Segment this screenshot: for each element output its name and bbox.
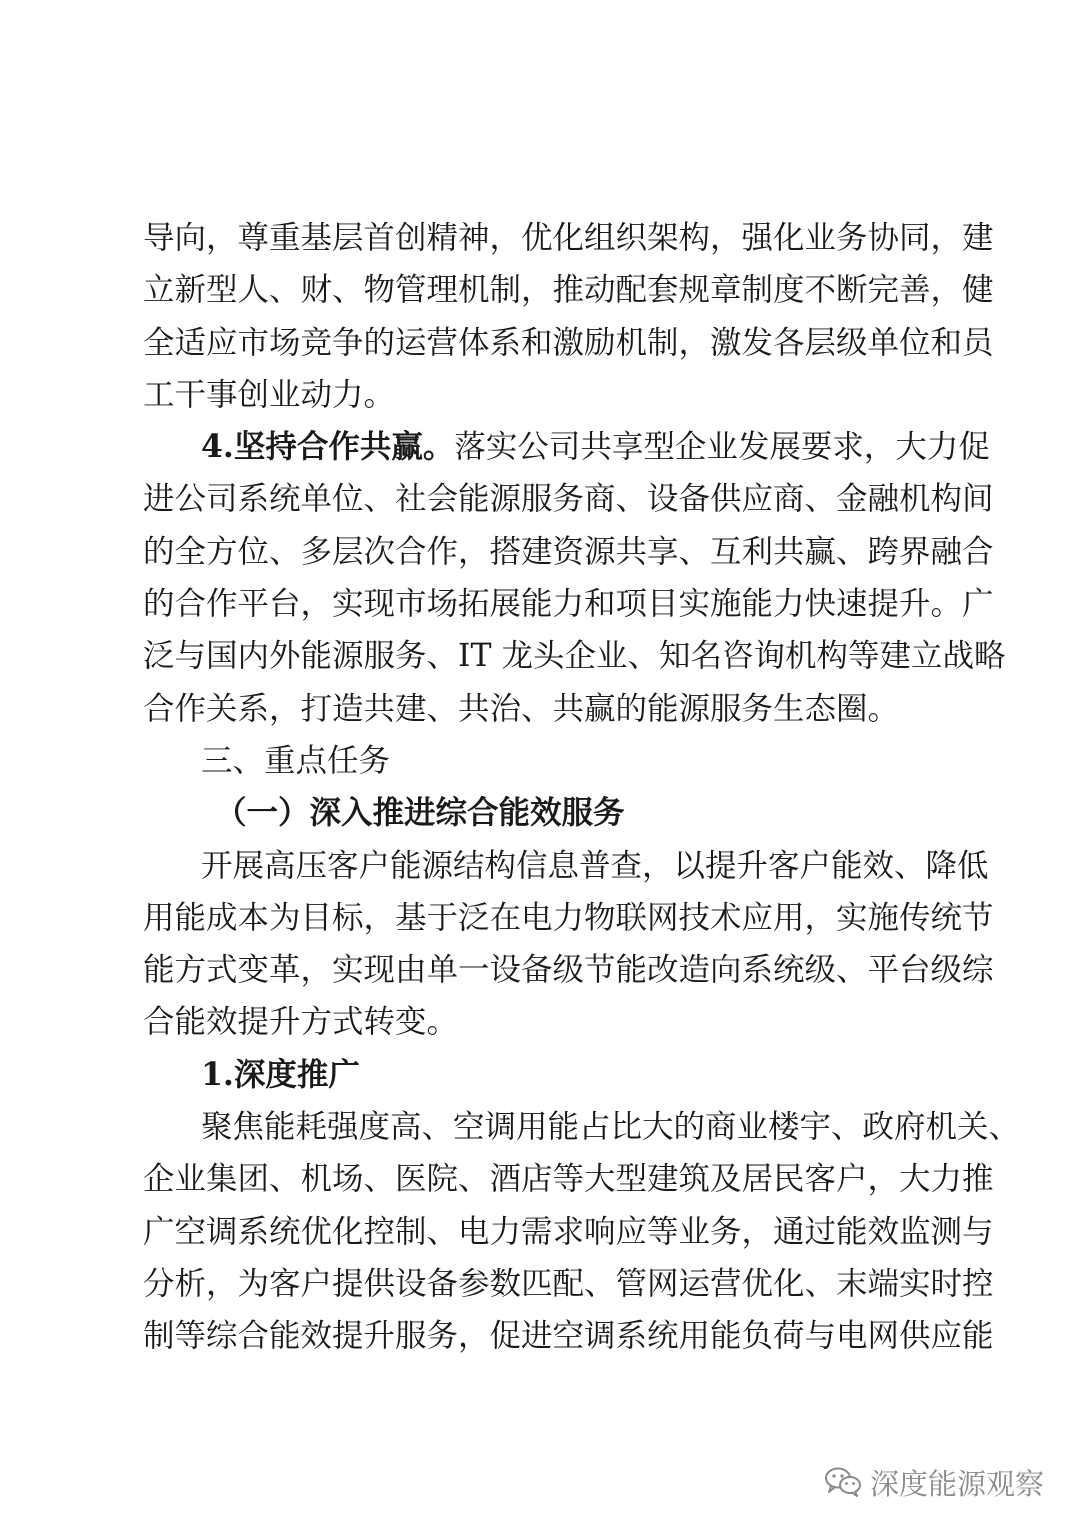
text-line: 进公司系统单位、社会能源服务商、设备供应商、金融机构间 (143, 481, 994, 518)
text-line: 导向，尊重基层首创精神，优化组织架构，强化业务协同，建 (143, 220, 994, 256)
watermark (824, 1462, 1044, 1502)
text-line: 泛与国内外能源服务、IT 龙头企业、知名咨询机构等建立战略 (143, 638, 1006, 675)
text-line: 合作关系，打造共建、共治、共赢的能源服务生态圈。 (143, 690, 900, 727)
cooperation-first-line: 落实公司共享型企业发展要求，大力促 (454, 429, 990, 466)
paragraph-cooperation (143, 421, 1006, 735)
document-page (143, 212, 1021, 1363)
text-line: 合能效提升方式转变。 (143, 1004, 459, 1041)
subsection-title: （一）深入推进综合能效服务 (215, 794, 625, 832)
text-line: 的合作平台，实现市场拓展能力和项目实施能力快速提升。广 (143, 586, 994, 623)
text-line: 聚焦能耗强度高、空调用能占比大的商业楼宇、政府机关、 (201, 1109, 1021, 1146)
text-line: 能方式变革，实现由单一设备级节能改造向系统级、平台级综 (143, 952, 994, 989)
item-title: 1.深度推广 (201, 1055, 360, 1093)
paragraph-deep-promotion (143, 1101, 1021, 1362)
text-line: 全适应市场竞争的运营体系和激励机制，激发各层级单位和员 (143, 324, 994, 361)
text-line (143, 421, 990, 473)
text-line: 制等综合能效提升服务，促进空调系统用能负荷与电网供应能 (143, 1318, 994, 1355)
paragraph-org-structure (143, 212, 994, 421)
text-line: 广空调系统优化控制、电力需求响应等业务，通过能效监测与 (143, 1213, 994, 1250)
text-line: 企业集团、机场、医院、酒店等大型建筑及居民客户，大力推 (143, 1161, 994, 1198)
text-line: 分析，为客户提供设备参数匹配、管网运营优化、末端实时控 (143, 1265, 994, 1302)
text-line: 立新型人、财、物管理机制，推动配套规章制度不断完善，健 (143, 272, 994, 309)
text-line: 工干事创业动力。 (143, 376, 396, 413)
text-line: 开展高压客户能源结构信息普查，以提升客户能效、降低 (201, 847, 989, 884)
text-line: 用能成本为目标，基于泛在电力物联网技术应用，实施传统节 (143, 899, 994, 936)
watermark-text: 深度能源观察 (869, 1466, 1044, 1501)
wechat-icon (824, 1466, 862, 1498)
cooperation-heading: 4.坚持合作共赢。 (201, 428, 455, 466)
paragraph-energy-efficiency (143, 840, 994, 1049)
section-title: 三、重点任务 (201, 742, 391, 779)
text-line: 的全方位、多层次合作，搭建资源共享、互利共赢、跨界融合 (143, 533, 994, 570)
